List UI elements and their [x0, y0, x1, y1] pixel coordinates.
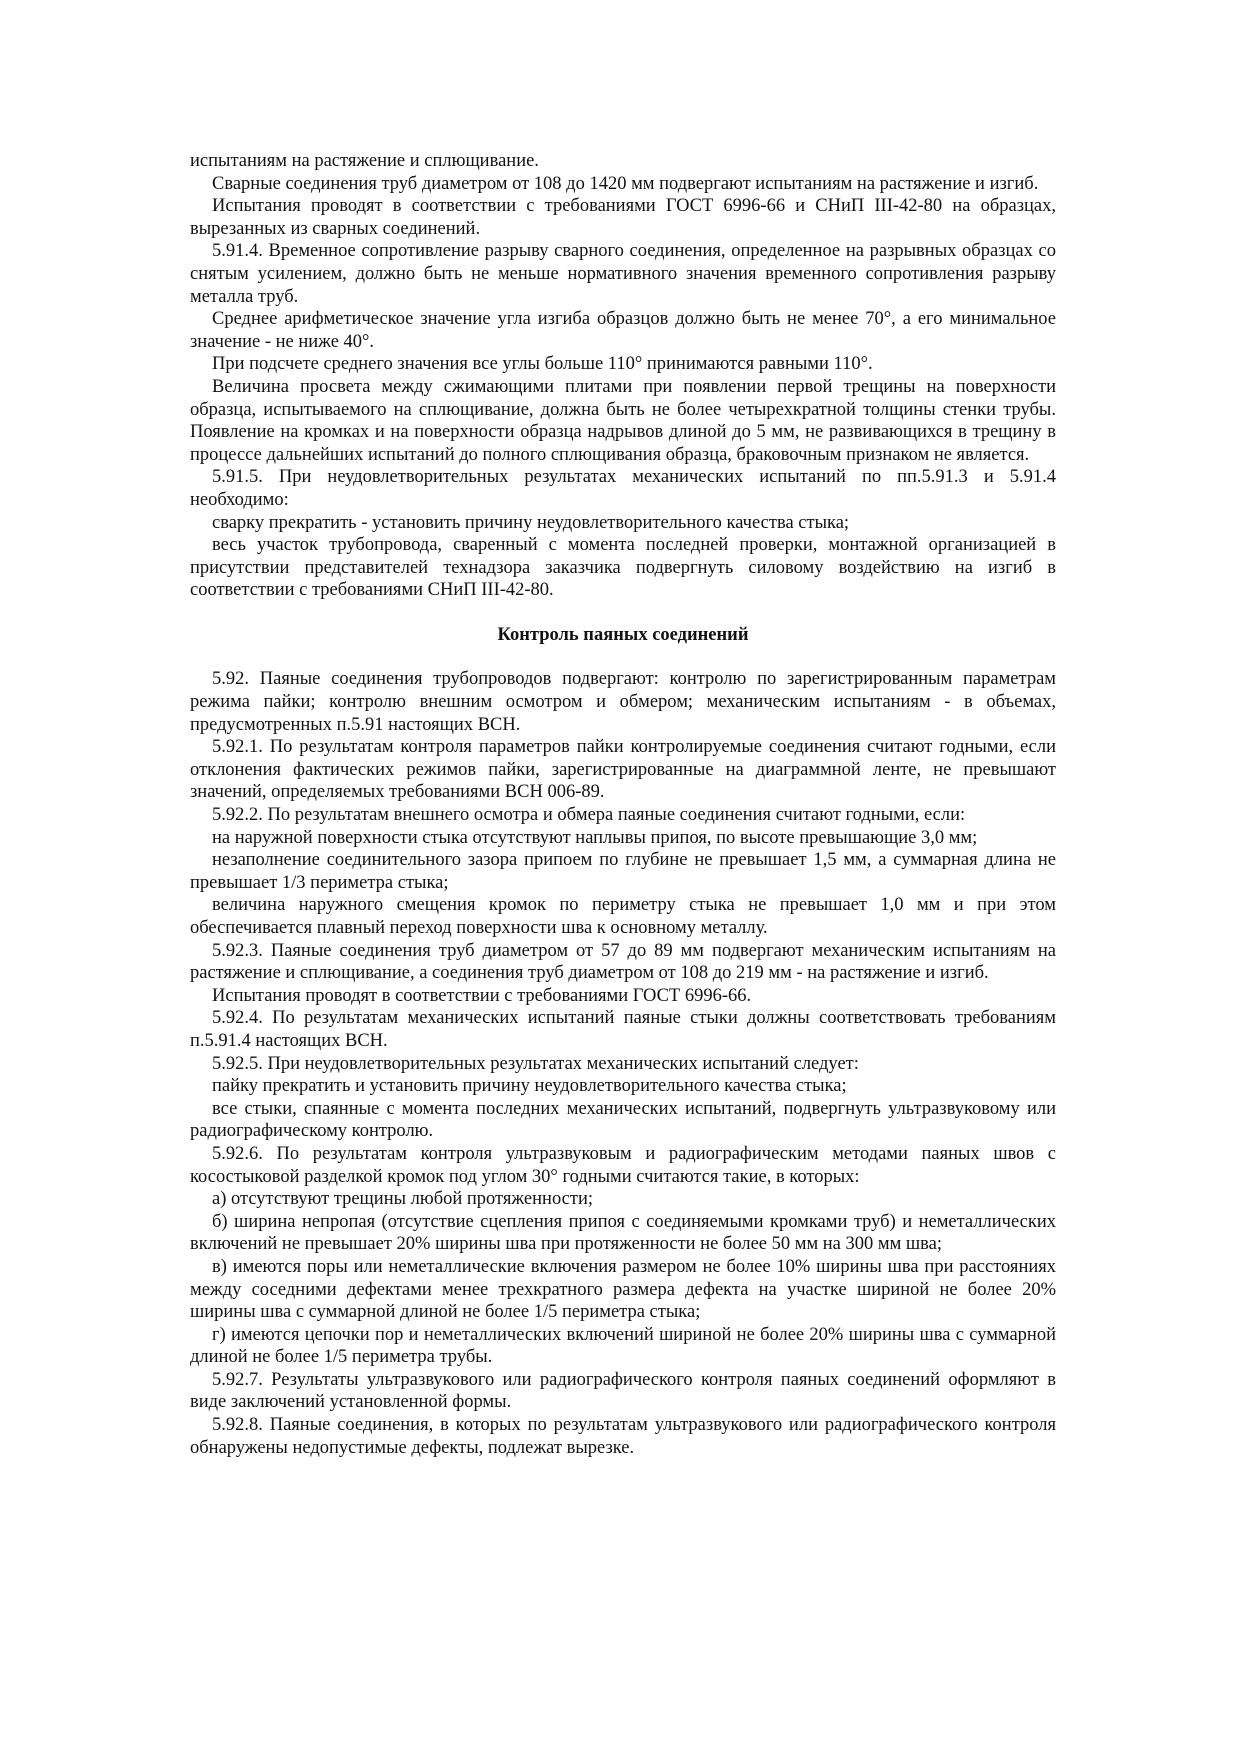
paragraph: 5.91.4. Временное сопротивление разрыву сварного соединения, определенное на разрывных образцах со снятым усилением, должно быть не меньше нормативного значения временного сопротивления разрыву металла труб. — [190, 241, 1056, 307]
paragraph: Испытания проводят в соответствии с требованиями ГОСТ 6996-66 и СНиП III-42-80 на образцах, вырезанных из сварных соединений. — [190, 196, 1056, 239]
paragraph: 5.92.4. По результатам механических испытаний паяные стыки должны соответствовать требованиям п.5.91.4 настоящих ВСН. — [190, 1008, 1056, 1051]
paragraph: г) имеются цепочки пор и неметаллических включений шириной не более 20% ширины шва с суммарной длиной не более 1/5 периметра трубы. — [190, 1324, 1056, 1368]
paragraph: 5.92.7. Результаты ультразвукового или радиографического контроля паяных соединений оформляют в виде заключений установленной формы. — [190, 1369, 1056, 1413]
paragraph: 5.92.2. По результатам внешнего осмотра и обмера паяные соединения считают годными, если: — [212, 805, 966, 826]
paragraph: 5.92.3. Паяные соединения труб диаметром от 57 до 89 мм подвергают механическим испытаниям на растяжение и сплющивание, а соединения труб диаметром от 108 до 219 мм - на растяжение и изгиб. — [190, 940, 1056, 984]
paragraph: Испытания проводят в соответствии с требованиями ГОСТ 6996-66. — [212, 985, 752, 1006]
paragraph: сварку прекратить - установить причину неудовлетворительного качества стыка; — [212, 512, 850, 533]
paragraph: пайку прекратить и установить причину неудовлетворительного качества стыка; — [212, 1076, 847, 1097]
paragraph: все стыки, спаянные с момента последних механических испытаний, подвергнуть ультразвуковому или радиографическому контролю. — [190, 1098, 1056, 1142]
paragraph: на наружной поверхности стыка отсутствуют наплывы припоя, по высоте превышающие 3,0 мм; — [212, 827, 978, 848]
paragraph: 5.91.5. При неудовлетворительных результатах механических испытаний по пп.5.91.3 и 5.91.4 необходимо: — [190, 467, 1056, 510]
paragraph: Среднее арифметическое значение угла изгиба образцов должно быть не менее 70°, а его минимальное значение - не ниже 40°. — [190, 309, 1056, 352]
paragraph: испытаниям на растяжение и сплющивание. — [190, 151, 539, 171]
paragraph: в) имеются поры или неметаллические включения размером не более 10% ширины шва при расстояниях между соседними дефектами менее трехкратного размера дефекта на участке шириной не более 20% ширины шва с суммарной длиной не более 1/5 периметра стыка; — [190, 1256, 1056, 1323]
document-page — [190, 150, 1056, 1459]
paragraph: Величина просвета между сжимающими плитами при появлении первой трещины на поверхности образца, испытываемого на сплющивание, должна быть не более четырехкратной толщины стенки трубы. Появление на кромках и на поверхности образца надрывов длиной до 5 мм, не развивающихся в трещину в процессе дальнейших испытаний до полного сплющивания образца, браковочным признаком не является. — [190, 376, 1056, 465]
paragraph: 5.92. Паяные соединения трубопроводов подвергают: контролю по зарегистрированным параметрам режима пайки; контролю внешним осмотром и обмером; механическим испытаниям - в объемах, предусмотренных п.5.91 настоящих ВСН. — [190, 669, 1056, 735]
paragraph: весь участок трубопровода, сваренный с момента последней проверки, монтажной организацией в присутствии представителей технадзора заказчика подвергнуть силовому воздействию на изгиб в соответствии с требованиями СНиП III-42-80. — [190, 535, 1056, 601]
paragraph: 5.92.1. По результатам контроля параметров пайки контролируемые соединения считают годными, если отклонения фактических режимов пайки, зарегистрированные на диаграммной ленте, не превышают значений, определяемых требованиями ВСН 006-89. — [190, 737, 1056, 803]
paragraph: а) отсутствуют трещины любой протяженности; — [212, 1189, 593, 1210]
section-title: Контроль паяных соединений — [497, 624, 749, 645]
paragraph: 5.92.8. Паяные соединения, в которых по результатам ультразвукового или радиографического контроля обнаружены недопустимые дефекты, подлежат вырезке. — [190, 1415, 1056, 1458]
paragraph: 5.92.6. По результатам контроля ультразвуковым и радиографическим методами паяных швов с косостыковой разделкой кромок под углом 30° годными считаются такие, в которых: — [190, 1143, 1056, 1187]
paragraph: б) ширина непропая (отсутствие сцепления припоя с соединяемыми кромками труб) и неметаллических включений не превышает 20% ширины шва при протяженности не более 50 мм на 300 мм шва; — [190, 1211, 1056, 1255]
paragraph: величина наружного смещения кромок по периметру стыка не превышает 1,0 мм и при этом обеспечивается плавный переход поверхности шва к основному металлу. — [190, 895, 1056, 938]
paragraph: 5.92.5. При неудовлетворительных результатах механических испытаний следует: — [212, 1053, 859, 1074]
paragraph: Сварные соединения труб диаметром от 108 до 1420 мм подвергают испытаниям на растяжение и изгиб. — [212, 173, 1039, 194]
paragraph: При подсчете среднего значения все углы больше 110° принимаются равными 110°. — [212, 354, 873, 375]
paragraph: незаполнение соединительного зазора припоем по глубине не превышает 1,5 мм, а суммарная длина не превышает 1/3 периметра стыка; — [190, 850, 1056, 893]
